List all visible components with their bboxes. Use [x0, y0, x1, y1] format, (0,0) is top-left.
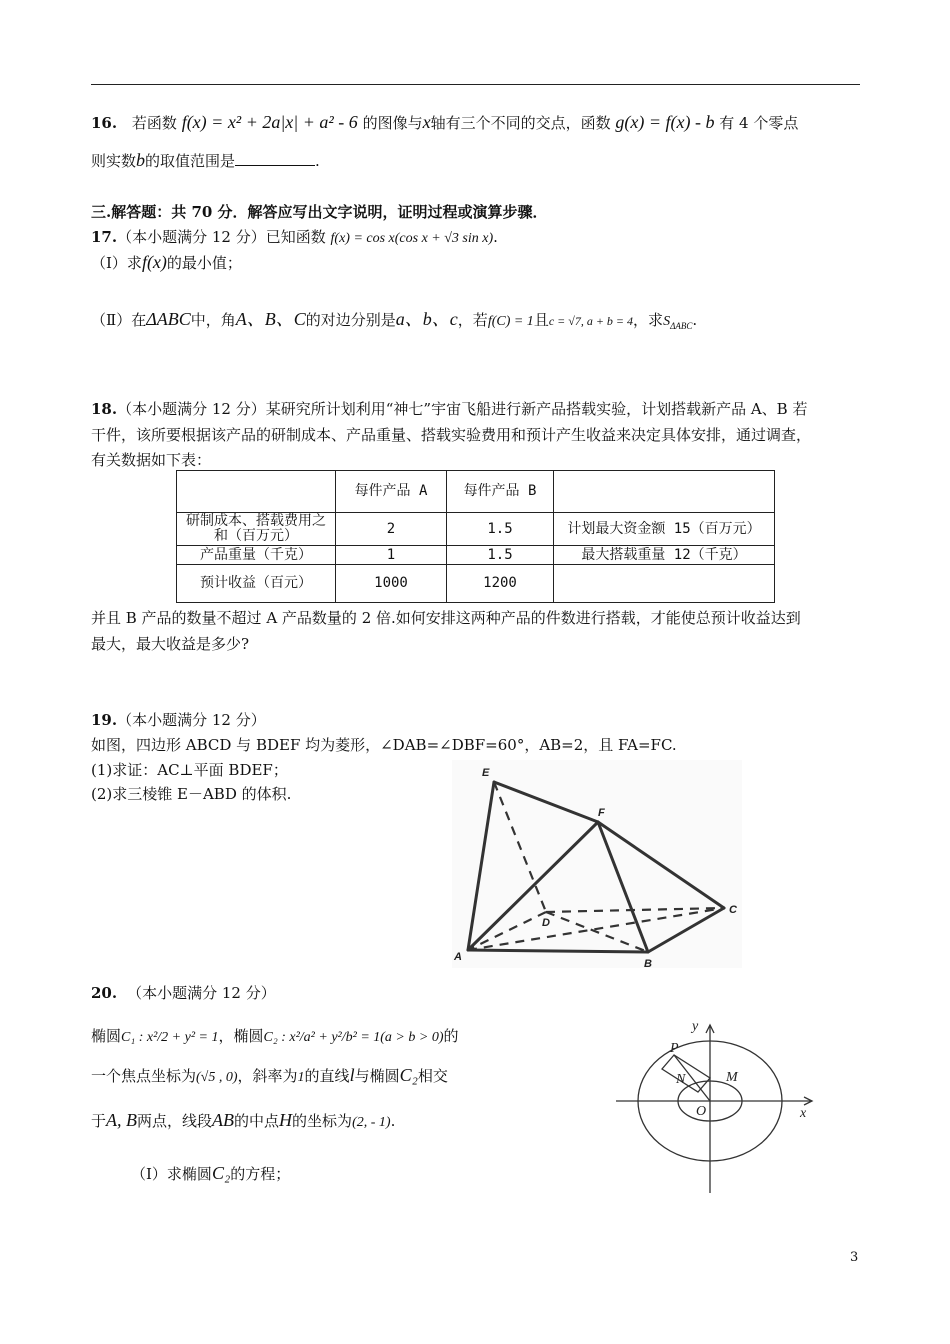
label-B: B: [644, 958, 652, 970]
q19-part1: (1)求证：AC⊥平面 BDEF；: [91, 761, 288, 779]
table-row: 研制成本、搭载费用之和（百万元） 2 1.5 计划最大资金额 15（百万元）: [177, 513, 775, 546]
label-C: C: [729, 904, 737, 916]
answer-blank: [235, 151, 315, 166]
q20-line2: 一个焦点坐标为(√5 , 0)，斜率为1的直线l与椭圆C₂相交: [91, 1065, 448, 1085]
table-row: 预计收益（百元） 1000 1200: [177, 565, 775, 603]
ellipse-c2-formula: C₂ : x²/a² + y²/b² = 1(a > b > 0): [263, 1030, 444, 1045]
q18-after1: 并且 B 产品的数量不超过 A 产品数量的 2 倍.如何安排这两种产品的件数进行搭载，才能使总预计收益达到: [91, 609, 801, 627]
q19-head: 19.（本小题满分 12 分）: [91, 711, 266, 729]
q17-formula: f(x) = cos x(cos x + √3 sin x): [330, 231, 494, 246]
q16-formula-f: f(x) = x² + 2a|x| + a² - 6: [181, 112, 358, 132]
q19-pyramid-figure: [452, 760, 742, 970]
q20-part1: （Ⅰ）求椭圆C₂的方程；: [131, 1163, 291, 1183]
table-row: 产品重量（千克） 1 1.5 最大搭载重量 12（千克）: [177, 546, 775, 565]
q19-part2: (2)求三棱锥 E－ABD 的体积.: [91, 785, 292, 803]
label-F: F: [598, 807, 605, 819]
q17-part2: （Ⅱ）在ΔABC中，角A、B、C的对边分别是a、b、c，若f(C) = 1且c = √7, a + b = 4，求$S_{\Delta ABC}$.: [91, 309, 698, 331]
label-E: E: [482, 767, 490, 779]
q18-line3: 有关数据如下表：: [91, 451, 212, 469]
q16-line1: 16. 若函数 f(x) = x² + 2a|x| + a² - 6 的图像与x轴有三个不同的交点，函数 g(x) = f(x) - b 有 4 个零点: [91, 112, 799, 132]
page-number: 3: [850, 1250, 859, 1265]
q17-part1: （Ⅰ）求f(x)的最小值；: [91, 252, 242, 272]
q16-formula-g: g(x) = f(x) - b: [615, 112, 715, 132]
q16-line2: 则实数b的取值范围是 .: [91, 150, 320, 170]
q20-line1: 椭圆C₁ : x²/2 + y² = 1，椭圆C₂ : x²/a² + y²/b² = 1(a > b > 0)的: [91, 1027, 459, 1045]
label-P: P: [670, 1041, 679, 1056]
rectangle-OMPN: [662, 1055, 710, 1092]
label-D: D: [542, 917, 550, 929]
q16-number: 16.: [91, 114, 118, 132]
q18-line1: 18.（本小题满分 12 分）某研究所计划利用“神七”宇宙飞船进行新产品搭载实验，计划搭载新产品 A、B 若: [91, 400, 808, 418]
q20-line3: 于A, B两点，线段AB的中点H的坐标为(2, - 1).: [91, 1110, 396, 1130]
q20-ellipse-figure: [616, 1015, 826, 1200]
edge-AB: [468, 950, 648, 952]
q18-after2: 最大，最大收益是多少?: [91, 635, 250, 653]
top-rule: [91, 84, 860, 85]
label-x: x: [800, 1106, 807, 1121]
table-row: 每件产品 A 每件产品 B: [177, 471, 775, 513]
q19-line1: 如图，四边形 ABCD 与 BDEF 均为菱形，∠DAB=∠DBF=60°，AB=2，且 FA=FC.: [91, 736, 677, 754]
section3-heading: 三.解答题：共 70 分．解答应写出文字说明，证明过程或演算步骤．: [91, 203, 548, 221]
label-N: N: [676, 1072, 686, 1087]
ellipse-c1-formula: C₁ : x²/2 + y² = 1: [121, 1030, 219, 1045]
q18-line2: 干件，该所要根据该产品的研制成本、产品重量、搭载实验费用和预计产生收益来决定具体安排，通过调查，: [91, 426, 812, 444]
label-A: A: [454, 951, 462, 963]
label-M: M: [726, 1070, 738, 1085]
q20-head: 20. （本小题满分 12 分）: [91, 984, 276, 1002]
label-O: O: [696, 1104, 707, 1119]
label-y: y: [692, 1019, 699, 1034]
q17-line1: 17.（本小题满分 12 分）已知函数 f(x) = cos x(cos x + √3 sin x).: [91, 228, 498, 246]
q18-data-table: [176, 470, 775, 603]
